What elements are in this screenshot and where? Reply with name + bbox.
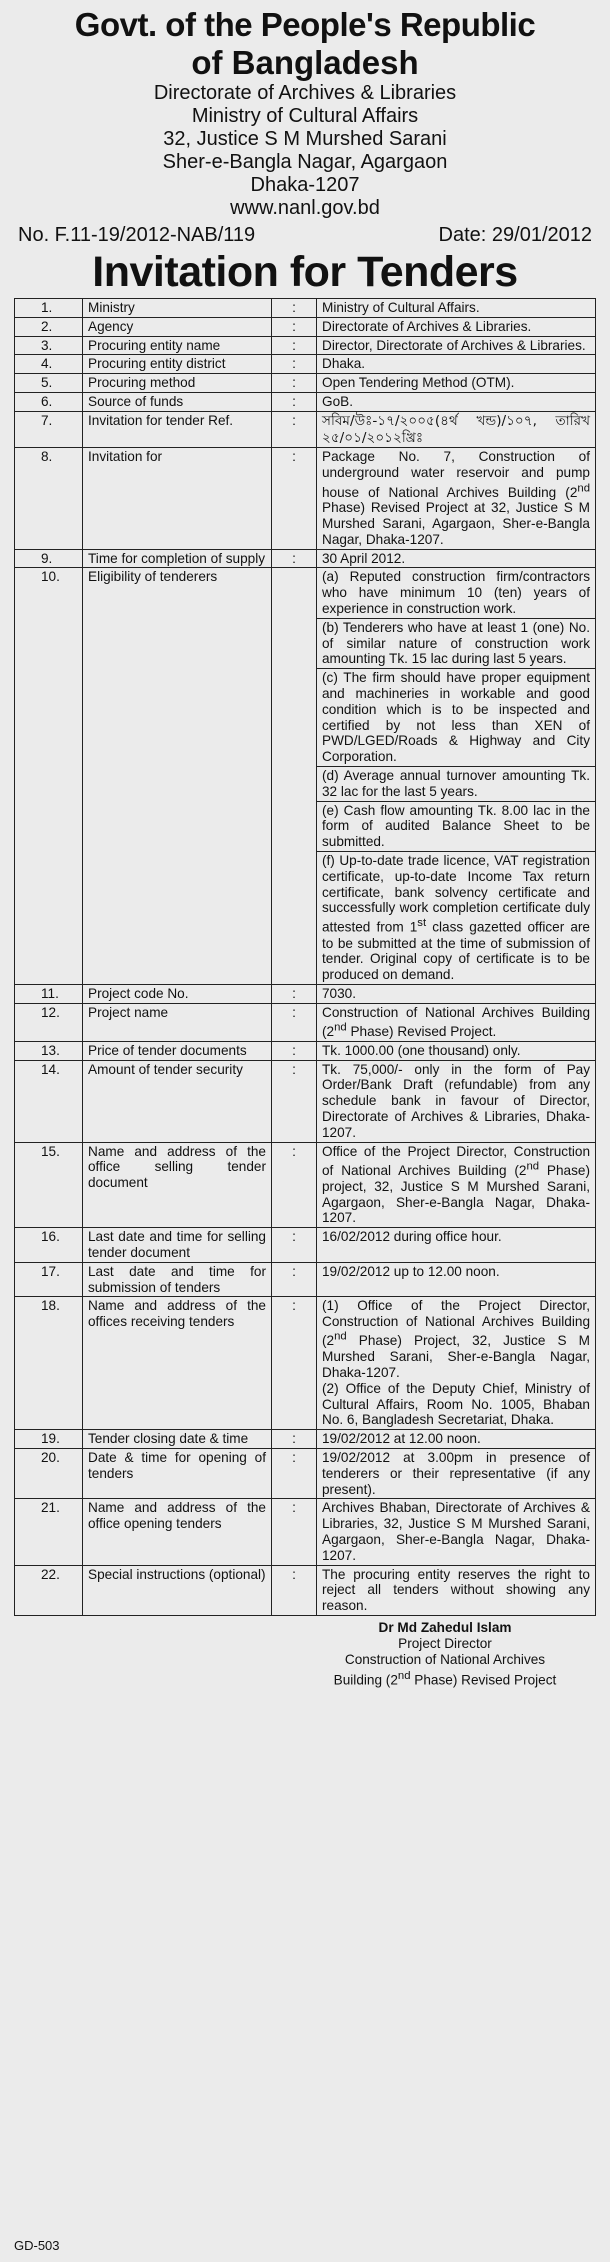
table-row [15, 1003, 596, 1041]
row-number: 16. [15, 1228, 83, 1263]
row-number: 19. [15, 1430, 83, 1449]
eligibility-item: (d) Average annual turnover amounting Tk. 32 lac for the last 5 years. [317, 767, 596, 802]
row-number: 7. [15, 411, 83, 448]
row-colon: : [272, 1297, 317, 1430]
table-row [15, 411, 596, 448]
row-colon: : [272, 448, 317, 549]
table-row [15, 336, 596, 355]
row-number: 3. [15, 336, 83, 355]
row-value [317, 984, 596, 1003]
row-number: 17. [15, 1262, 83, 1297]
eligibility-item: (c) The firm should have proper equipment and machineries in workable and good condition which is to be inspected and certified by not less than XEN of PWD/LGED/Roads & Highway and City Corporation. [317, 669, 596, 767]
row-label: Name and address of the office opening tenders [83, 1499, 272, 1565]
row-label: Procuring entity district [83, 355, 272, 374]
govt-title-line1: Govt. of the People's Republic [74, 6, 536, 43]
row-value [317, 336, 596, 355]
row-colon: : [272, 392, 317, 411]
eligibility-item: (b) Tenderers who have at least 1 (one) No. of similar nature of construction work amounting Tk. 15 lac during last 5 years. [317, 618, 596, 668]
row-label: Project name [83, 1003, 272, 1041]
row-number: 11. [15, 984, 83, 1003]
row-value-text: 7030. [322, 985, 357, 1001]
row-colon: : [272, 1041, 317, 1060]
row-value-text: 19/02/2012 at 12.00 noon. [322, 1431, 481, 1447]
row-value [317, 317, 596, 336]
row-number: 15. [15, 1142, 83, 1228]
footer-code: GD-503 [14, 2238, 60, 2253]
notice-title: Invitation for Tenders [92, 248, 518, 296]
signatory-name: Dr Md Zahedul Islam [378, 1620, 512, 1636]
row-colon: : [272, 374, 317, 393]
row-number: 6. [15, 392, 83, 411]
row-value-text: Package No. 7, Construction of underground water reservoir and pump house of National Archives Building (2nd Phase) Revised Project at 32, Justice S M Murshed Sarani, Agargaon, Sher-e-Bangla Nagar, Dhaka-1207. [322, 449, 590, 547]
row-label: Last date and time for selling tender document [83, 1228, 272, 1263]
row-colon: : [272, 1003, 317, 1041]
row-label: Last date and time for submission of tenders [83, 1262, 272, 1297]
table-row [15, 984, 596, 1003]
table-row [15, 355, 596, 374]
row-colon: : [272, 1262, 317, 1297]
website-link[interactable]: www.nanl.gov.bd [230, 197, 380, 219]
row-value [317, 1262, 596, 1297]
row-colon: : [272, 355, 317, 374]
signatory-title: Project Director [398, 1636, 492, 1652]
row-value [317, 448, 596, 549]
row-value-text: সবিম/উঃ-১৭/২০০৫(৪র্থ খন্ড)/১০৭, তারিখ ২৫/০১/২০১২খ্রিঃ [322, 412, 590, 446]
row-value-text: Tk. 1000.00 (one thousand) only. [322, 1042, 521, 1058]
row-label: Agency [83, 317, 272, 336]
table-row [15, 1499, 596, 1565]
row-value [317, 1499, 596, 1565]
row-colon: : [272, 1499, 317, 1565]
row-number: 9. [15, 549, 83, 568]
row-label: Procuring entity name [83, 336, 272, 355]
eligibility-item: (f) Up-to-date trade licence, VAT registration certificate, up-to-date Income Tax return certificate, bank solvency certificate and successfully work completion certificate duly attested from 1st class gazetted officer are to be submitted at the time of submission of tender. Original copy of certificate is to be produced on demand. [317, 852, 596, 985]
row-value-text: (1) Office of the Project Director, Construction of National Archives Building (2nd Phase) Project, 32, Justice S M Murshed Sarani, Sher-e-Bangla Nagar, Dhaka-1207. [322, 1298, 590, 1381]
row-label: Date & time for opening of tenders [83, 1449, 272, 1499]
row-value-text: Tk. 75,000/- only in the form of Pay Order/Bank Draft (refundable) from any schedule bank in favour of Director, Directorate of Archives & Libraries, Dhaka-1207. [322, 1061, 590, 1140]
row-value-text: The procuring entity reserves the right to reject all tenders without showing any reason. [322, 1566, 590, 1614]
row-colon: : [272, 411, 317, 448]
row-number: 5. [15, 374, 83, 393]
address-area: Sher-e-Bangla Nagar, Agargaon [162, 151, 448, 173]
row-value-text-2: (2) Office of the Deputy Chief, Ministry of Cultural Affairs, Room No. 1005, Bhaban No. 6, Bangladesh Secretariat, Dhaka. [322, 1380, 590, 1428]
row-label: Name and address of the offices receiving tenders [83, 1297, 272, 1430]
row-colon: : [272, 317, 317, 336]
table-row [15, 1041, 596, 1060]
govt-title-line2: of Bangladesh [191, 44, 419, 81]
row-label: Price of tender documents [83, 1041, 272, 1060]
row-value-text: Open Tendering Method (OTM). [322, 375, 515, 391]
row-label: Source of funds [83, 392, 272, 411]
row-colon: : [272, 299, 317, 318]
row-value-text: Archives Bhaban, Directorate of Archives & Libraries, 32, Justice S M Murshed Sarani, Agargaon, Sher-e-Bangla Nagar, Dhaka-1207. [322, 1500, 590, 1563]
row-value [317, 1142, 596, 1228]
row-value [317, 299, 596, 318]
row-value [317, 392, 596, 411]
notice-header [14, 6, 596, 220]
ministry-name: Ministry of Cultural Affairs [191, 105, 419, 127]
row-value-text: Construction of National Archives Building (2nd Phase) Revised Project. [322, 1004, 590, 1040]
row-value [317, 1041, 596, 1060]
row-number: 4. [15, 355, 83, 374]
row-value-text: 30 April 2012. [322, 550, 406, 566]
row-colon: : [272, 1430, 317, 1449]
row-label: Invitation for [83, 448, 272, 549]
row-number: 14. [15, 1060, 83, 1142]
reference-row [14, 220, 596, 248]
table-row [15, 448, 596, 549]
row-label: Eligibility of tenderers [83, 568, 272, 984]
row-colon: : [272, 1142, 317, 1228]
row-value [317, 1430, 596, 1449]
row-value [317, 1449, 596, 1499]
eligibility-item: (a) Reputed construction firm/contractors who have minimum 10 (ten) years of experience in construction work. [317, 568, 596, 618]
table-row [15, 1565, 596, 1615]
signatory-office-line2: Building (2nd Phase) Revised Project [333, 1670, 557, 1688]
reference-date: Date: 29/01/2012 [438, 224, 592, 246]
table-row [15, 1228, 596, 1263]
row-label: Special instructions (optional) [83, 1565, 272, 1615]
row-label: Amount of tender security [83, 1060, 272, 1142]
row-value-text: Ministry of Cultural Affairs. [322, 300, 480, 315]
row-label: Tender closing date & time [83, 1430, 272, 1449]
signature-block [294, 1620, 596, 1689]
address-street: 32, Justice S M Murshed Sarani [163, 128, 447, 150]
table-row [15, 1060, 596, 1142]
directorate-name: Directorate of Archives & Libraries [153, 82, 457, 104]
row-value [317, 549, 596, 568]
table-row [15, 392, 596, 411]
row-value [317, 1060, 596, 1142]
table-row [15, 1262, 596, 1297]
row-number: 18. [15, 1297, 83, 1430]
row-colon: : [272, 984, 317, 1003]
row-label: Name and address of the office selling tender document [83, 1142, 272, 1228]
row-number: 2. [15, 317, 83, 336]
row-number: 20. [15, 1449, 83, 1499]
row-value [317, 1297, 596, 1430]
row-number: 22. [15, 1565, 83, 1615]
row-value-text: Director, Directorate of Archives & Libraries. [322, 337, 586, 353]
row-value-text: 19/02/2012 at 3.00pm in presence of tenderers or their representative (if any present). [322, 1450, 590, 1497]
signatory-office-line1: Construction of National Archives [344, 1652, 546, 1668]
row-value [317, 355, 596, 374]
table-row [15, 1297, 596, 1430]
row-value [317, 1565, 596, 1615]
table-row [15, 1142, 596, 1228]
row-value-text: 19/02/2012 up to 12.00 noon. [322, 1263, 500, 1279]
row-number: 10. [15, 568, 83, 984]
row-colon: : [272, 336, 317, 355]
row-number: 13. [15, 1041, 83, 1060]
row-colon [272, 568, 317, 984]
row-number: 12. [15, 1003, 83, 1041]
row-label: Invitation for tender Ref. [83, 411, 272, 448]
row-value-text: 16/02/2012 during office hour. [322, 1229, 502, 1245]
row-number: 1. [15, 299, 83, 318]
row-value-text: GoB. [322, 393, 353, 409]
row-label: Procuring method [83, 374, 272, 393]
tender-details-table [14, 298, 596, 1616]
table-row [15, 1449, 596, 1499]
eligibility-item: (e) Cash flow amounting Tk. 8.00 lac in the form of audited Balance Sheet to be submitted. [317, 801, 596, 851]
row-value-text: Directorate of Archives & Libraries. [322, 318, 532, 334]
table-row [15, 374, 596, 393]
table-row [15, 299, 596, 318]
row-label: Ministry [83, 299, 272, 318]
row-colon: : [272, 1565, 317, 1615]
row-number: 21. [15, 1499, 83, 1565]
row-colon: : [272, 1060, 317, 1142]
table-row [15, 1430, 596, 1449]
row-colon: : [272, 1449, 317, 1499]
address-city: Dhaka-1207 [250, 174, 360, 196]
row-colon: : [272, 1228, 317, 1263]
row-value [317, 374, 596, 393]
reference-number: No. F.11-19/2012-NAB/119 [18, 224, 256, 246]
row-number: 8. [15, 448, 83, 549]
row-colon: : [272, 549, 317, 568]
row-value [317, 1228, 596, 1263]
table-row [15, 317, 596, 336]
row-label: Time for completion of supply [83, 549, 272, 568]
row-label: Project code No. [83, 984, 272, 1003]
row-value-text: Office of the Project Director, Construction of National Archives Building (2nd Phase) project, 32, Justice S M Murshed Sarani, Agargaon, Sher-e-Bangla Nagar, Dhaka-1207. [322, 1143, 590, 1226]
row-value [317, 1003, 596, 1041]
table-row [15, 549, 596, 568]
row-value [317, 411, 596, 448]
eligibility-row [15, 568, 596, 618]
row-value-text: Dhaka. [322, 356, 366, 372]
